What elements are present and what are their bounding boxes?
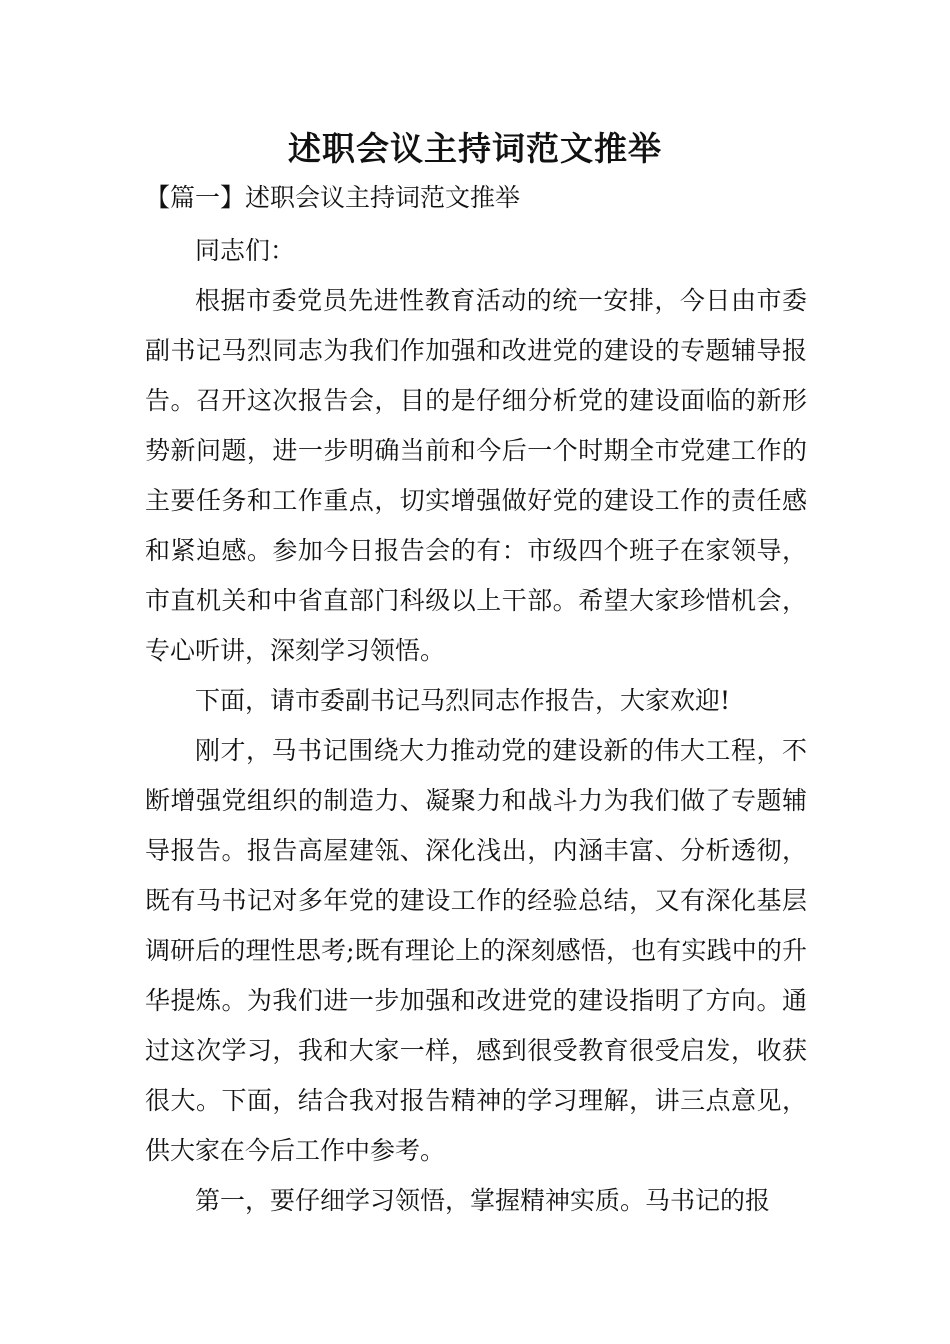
paragraph-summary: 刚才，马书记围绕大力推动党的建设新的伟大工程，不断增强党组织的制造力、凝聚力和战斗力为我们做了专题辅导报告。报告高屋建瓴、深化浅出，内涵丰富、分析透彻，既有马书记对多年党的建设工作的经验总结，又有深化基层调研后的理性思考;既有理论上的深刻感悟，也有实践中的升华提炼。为我们进一步加强和改进党的建设指明了方向。通过这次学习，我和大家一样，感到很受教育很受启发，收获很大。下面，结合我对报告精神的学习理解，讲三点意见，供大家在今后工作中参考。 — [145, 736, 807, 1165]
paragraph-opening: 根据市委党员先进性教育活动的统一安排，今日由市委副书记马烈同志为我们作加强和改进党的建设的专题辅导报告。召开这次报告会，目的是仔细分析党的建设面临的新形势新问题，进一步明确当前和今后一个时期全市党建工作的主要任务和工作重点，切实增强做好党的建设工作的责任感和紧迫感。参加今日报告会的有：市级四个班子在家领导，市直机关和中省直部门科级以上干部。希望大家珍惜机会，专心听讲，深刻学习领悟。 — [145, 286, 807, 665]
document-title: 述职会议主持词范文推举 — [288, 129, 662, 168]
section-heading: 【篇一】述职会议主持词范文推举 — [145, 183, 521, 212]
paragraph-first-point: 第一，要仔细学习领悟，掌握精神实质。马书记的报 — [195, 1186, 771, 1215]
paragraph-greeting: 同志们： — [195, 236, 296, 265]
document-body — [145, 226, 807, 1226]
paragraph-invitation: 下面，请市委副书记马烈同志作报告，大家欢迎! — [195, 686, 731, 715]
